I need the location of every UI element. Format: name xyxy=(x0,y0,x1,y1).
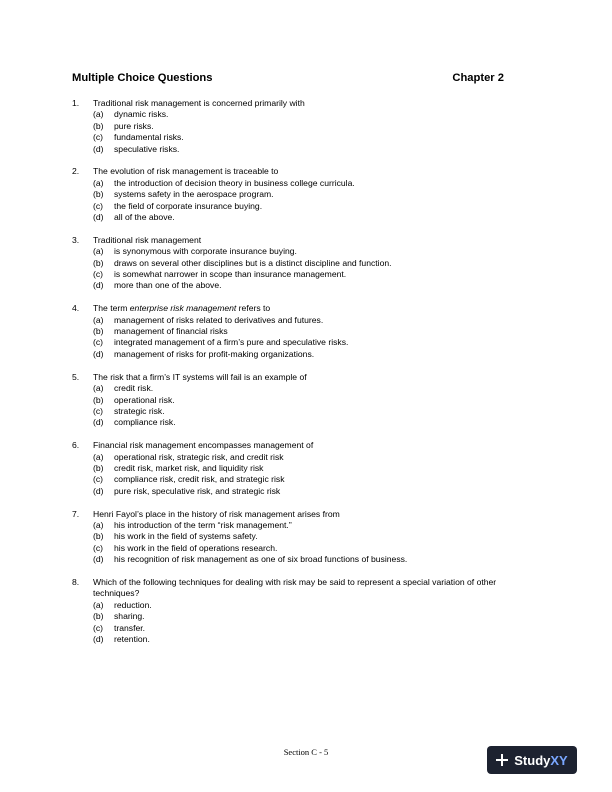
answer-option xyxy=(93,144,542,155)
answer-option xyxy=(93,406,542,417)
option-text: management of financial risks xyxy=(114,326,228,337)
page-title: Multiple Choice Questions xyxy=(72,72,213,84)
option-letter: (d) xyxy=(93,280,104,291)
option-text: is somewhat narrower in scope than insurance management. xyxy=(114,269,347,280)
question-7 xyxy=(72,509,542,566)
question-1 xyxy=(72,98,542,155)
option-letter: (d) xyxy=(93,485,104,496)
question-4 xyxy=(72,303,542,360)
option-text: pure risk, speculative risk, and strategic risk xyxy=(114,485,281,496)
question-number: 4. xyxy=(72,303,80,314)
option-letter: (a) xyxy=(93,109,104,120)
option-text: compliance risk. xyxy=(114,417,176,428)
question-number: 6. xyxy=(72,440,80,451)
answer-option xyxy=(93,554,542,565)
option-text: the introduction of decision theory in business college curricula. xyxy=(114,177,355,188)
question-body xyxy=(93,166,542,223)
question-body xyxy=(93,577,542,645)
question-body xyxy=(93,440,542,497)
option-text: management of risks for profit-making organizations. xyxy=(114,348,315,359)
question-number: 7. xyxy=(72,508,80,519)
answer-option xyxy=(93,486,542,497)
option-letter: (c) xyxy=(93,132,104,143)
answer-option xyxy=(93,201,542,212)
answer-option xyxy=(93,109,542,120)
option-text: his work in the field of operations research. xyxy=(114,542,278,553)
option-text: fundamental risks. xyxy=(114,132,184,143)
answer-option xyxy=(93,600,542,611)
option-letter: (d) xyxy=(93,348,104,359)
option-text: retention. xyxy=(114,633,150,644)
question-stem: Financial risk management encompasses management of xyxy=(93,440,314,451)
option-text: credit risk. xyxy=(114,383,154,394)
option-text: operational risk. xyxy=(114,394,175,405)
question-number: 5. xyxy=(72,371,80,382)
option-text: systems safety in the aerospace program. xyxy=(114,189,274,200)
answer-option xyxy=(93,531,542,542)
question-5 xyxy=(72,372,542,429)
page-header xyxy=(72,72,504,84)
option-letter: (a) xyxy=(93,246,104,257)
option-letter: (b) xyxy=(93,531,104,542)
answer-option xyxy=(93,383,542,394)
question-3 xyxy=(72,235,542,292)
option-letter: (a) xyxy=(93,383,104,394)
option-letter: (c) xyxy=(93,622,104,633)
question-stem: The risk that a firm’s IT systems will fail is an example of xyxy=(93,371,307,382)
question-6 xyxy=(72,440,542,497)
option-text: management of risks related to derivatives and futures. xyxy=(114,314,324,325)
option-letter: (b) xyxy=(93,326,104,337)
option-letter: (d) xyxy=(93,143,104,154)
option-text: integrated management of a firm’s pure and speculative risks. xyxy=(114,337,349,348)
question-2 xyxy=(72,166,542,223)
answer-option xyxy=(93,520,542,531)
stem-emphasis: enterprise risk management xyxy=(129,303,237,314)
question-number: 2. xyxy=(72,166,80,177)
option-text: draws on several other disciplines but is a distinct discipline and function. xyxy=(114,257,392,268)
answer-option xyxy=(93,452,542,463)
option-text: strategic risk. xyxy=(114,405,165,416)
option-letter: (d) xyxy=(93,417,104,428)
answer-option xyxy=(93,395,542,406)
option-text: speculative risks. xyxy=(114,143,180,154)
option-text: reduction. xyxy=(114,599,152,610)
option-letter: (c) xyxy=(93,200,104,211)
option-text: pure risks. xyxy=(114,120,154,131)
question-body xyxy=(93,235,542,292)
option-letter: (c) xyxy=(93,542,104,553)
badge-xy: XY xyxy=(550,752,568,768)
question-stem: The evolution of risk management is traceable to xyxy=(93,166,279,177)
answer-option xyxy=(93,463,542,474)
option-letter: (b) xyxy=(93,257,104,268)
option-letter: (d) xyxy=(93,554,104,565)
question-8 xyxy=(72,577,542,645)
question-body xyxy=(93,372,542,429)
option-text: the field of corporate insurance buying. xyxy=(114,200,263,211)
question-stem: Henri Fayol’s place in the history of risk management arises from xyxy=(93,508,340,519)
question-number: 1. xyxy=(72,98,80,108)
question-stem: Traditional risk management is concerned primarily with xyxy=(93,98,305,108)
option-text: credit risk, market risk, and liquidity risk xyxy=(114,462,264,473)
answer-option xyxy=(93,246,542,257)
badge-study: Study xyxy=(514,752,551,768)
section-footer: Section C - 5 xyxy=(283,747,329,757)
option-letter: (a) xyxy=(93,599,104,610)
question-stem: Traditional risk management xyxy=(93,234,202,245)
answer-option xyxy=(93,326,542,337)
option-text: his work in the field of systems safety. xyxy=(114,531,258,542)
option-letter: (b) xyxy=(93,611,104,622)
question-body xyxy=(93,303,542,360)
answer-option xyxy=(93,543,542,554)
answer-option xyxy=(93,315,542,326)
answer-option xyxy=(93,623,542,634)
option-text: his introduction of the term “risk management.” xyxy=(114,519,292,530)
answer-option xyxy=(93,634,542,645)
question-body xyxy=(93,98,542,155)
answer-option xyxy=(93,349,542,360)
plus-icon xyxy=(496,754,508,766)
answer-option xyxy=(93,178,542,189)
option-letter: (d) xyxy=(93,633,104,644)
answer-option xyxy=(93,417,542,428)
question-number: 8. xyxy=(72,576,80,587)
option-text: transfer. xyxy=(114,622,146,633)
option-letter: (b) xyxy=(93,394,104,405)
option-text: dynamic risks. xyxy=(114,109,169,120)
question-list xyxy=(72,98,542,657)
question-stem xyxy=(93,303,542,314)
answer-option xyxy=(93,269,542,280)
question-stem: Which of the following techniques for dealing with risk may be said to represent a special variation of other techniques? xyxy=(93,576,497,599)
stem-text: refers to xyxy=(236,303,271,314)
question-body xyxy=(93,509,542,566)
option-text: his recognition of risk management as one of six broad functions of business. xyxy=(114,554,408,565)
answer-option xyxy=(93,337,542,348)
option-letter: (c) xyxy=(93,405,104,416)
answer-option xyxy=(93,189,542,200)
option-text: all of the above. xyxy=(114,212,175,223)
option-letter: (a) xyxy=(93,314,104,325)
option-text: operational risk, strategic risk, and credit risk xyxy=(114,451,284,462)
option-letter: (a) xyxy=(93,451,104,462)
option-letter: (a) xyxy=(93,519,104,530)
answer-option xyxy=(93,212,542,223)
stem-text: The term xyxy=(93,303,130,314)
option-letter: (a) xyxy=(93,177,104,188)
option-letter: (b) xyxy=(93,189,104,200)
studyxy-badge[interactable] xyxy=(487,746,577,774)
answer-option xyxy=(93,280,542,291)
option-text: more than one of the above. xyxy=(114,280,222,291)
badge-text xyxy=(514,753,567,768)
option-text: is synonymous with corporate insurance buying. xyxy=(114,246,297,257)
option-letter: (c) xyxy=(93,337,104,348)
option-letter: (b) xyxy=(93,462,104,473)
answer-option xyxy=(93,132,542,143)
answer-option xyxy=(93,611,542,622)
option-text: compliance risk, credit risk, and strategic risk xyxy=(114,474,285,485)
chapter-label: Chapter 2 xyxy=(452,72,504,84)
option-letter: (c) xyxy=(93,474,104,485)
answer-option xyxy=(93,121,542,132)
option-letter: (c) xyxy=(93,269,104,280)
question-number: 3. xyxy=(72,234,80,245)
option-letter: (b) xyxy=(93,120,104,131)
answer-option xyxy=(93,474,542,485)
answer-option xyxy=(93,258,542,269)
option-letter: (d) xyxy=(93,212,104,223)
option-text: sharing. xyxy=(114,611,145,622)
